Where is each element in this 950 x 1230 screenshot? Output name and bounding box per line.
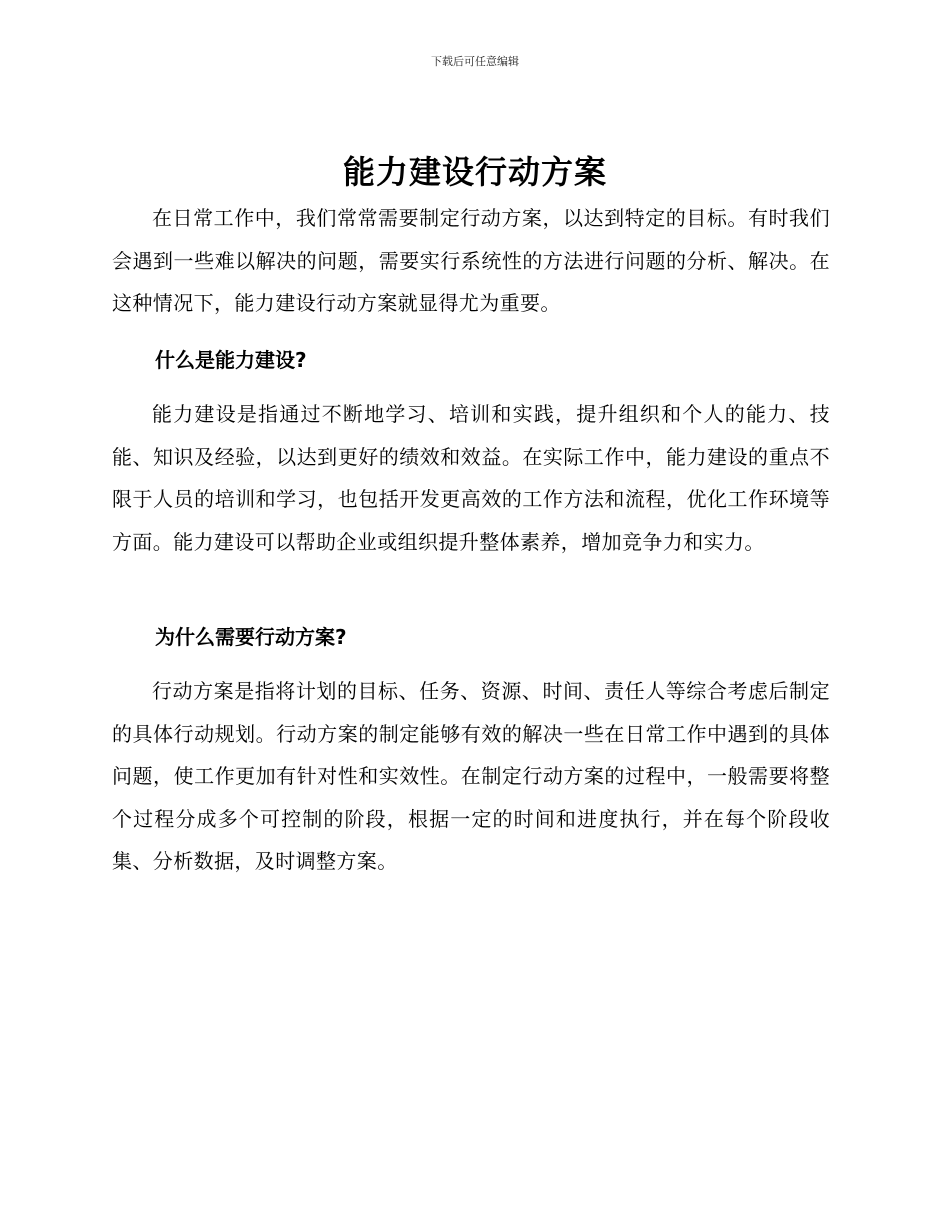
section-heading-action-plan: 为什么需要行动方案? xyxy=(155,625,347,649)
section-paragraph-capability: 能力建设是指通过不断地学习、培训和实践，提升组织和个人的能力、技能、知识及经验，以达到更好的绩效和效益。在实际工作中，能力建设的重点不限于人员的培训和学习，也包括开发更高效的工作方法和流程，优化工作环境等方面。能力建设可以帮助企业或组织提升整体素养，增加竞争力和实力。 xyxy=(112,402,830,554)
section-paragraph-action-plan: 行动方案是指将计划的目标、任务、资源、时间、责任人等综合考虑后制定的具体行动规划。行动方案的制定能够有效的解决一些在日常工作中遇到的具体问题，使工作更加有针对性和实效性。在制定行动方案的过程中，一般需要将整个过程分成多个可控制的阶段，根据一定的时间和进度执行，并在每个阶段收集、分析数据，及时调整方案。 xyxy=(112,679,830,874)
section-heading-capability: 什么是能力建设? xyxy=(155,348,307,372)
intro-paragraph: 在日常工作中，我们常常需要制定行动方案，以达到特定的目标。有时我们会遇到一些难以解决的问题，需要实行系统性的方法进行问题的分析、解决。在这种情况下，能力建设行动方案就显得尤为重要。 xyxy=(112,206,830,316)
page-header: 下载后可任意编辑 xyxy=(431,55,519,68)
document-title: 能力建设行动方案 xyxy=(342,153,607,191)
